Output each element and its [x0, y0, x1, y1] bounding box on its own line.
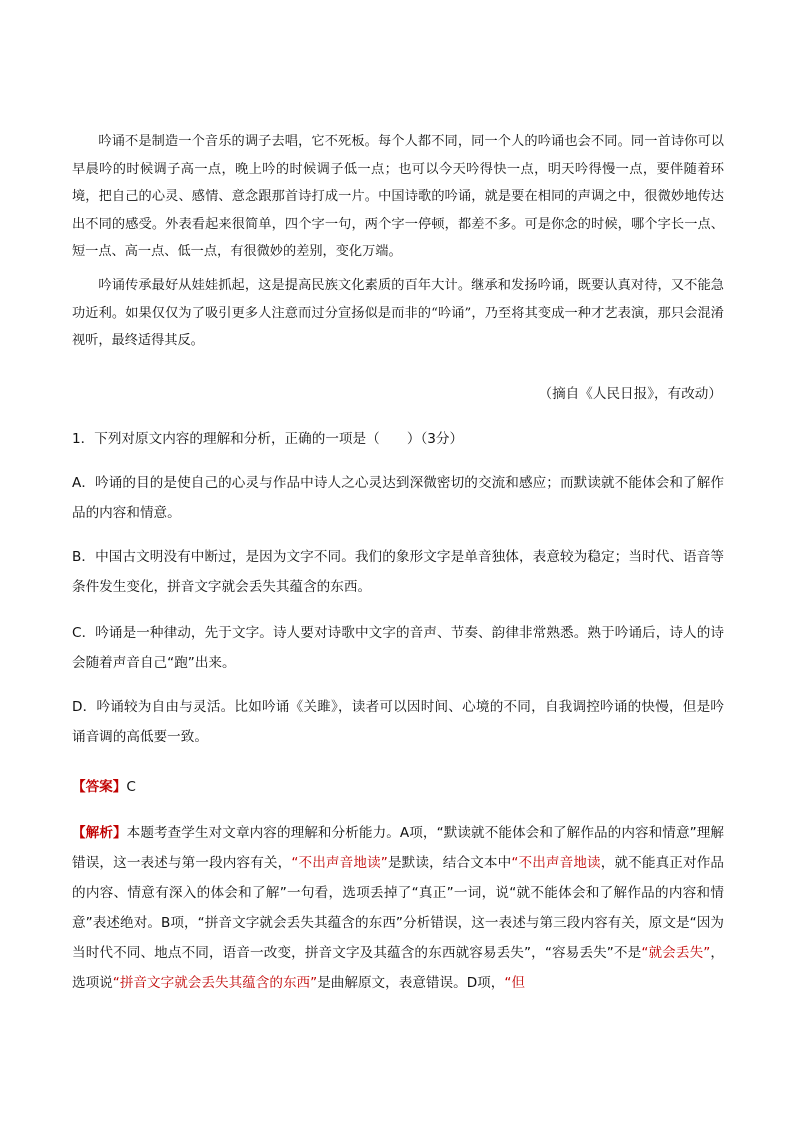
answer-value: C: [126, 779, 136, 795]
analysis-text-4: ，选项说: [72, 945, 725, 991]
source-citation: （摘自《人民日报》，有改动）: [538, 386, 722, 402]
analysis-quote-5: “但: [504, 975, 526, 991]
answer-tag: 【答案】: [72, 779, 127, 795]
option-d: D．吟诵较为自由与灵活。比如吟诵《关雎》，读者可以因时间、心境的不同，自我调控吟诵的快慢，但是吟诵音调的高低要一致。: [72, 699, 724, 745]
option-c: C．吟诵是一种律动，先于文字。诗人要对诗歌中文字的音声、节奏、韵律非常熟悉。熟于吟诵后，诗人的诗会随着声音自己“跑”出来。: [72, 625, 724, 671]
analysis-text-2: 是默读，结合文本中: [387, 855, 512, 871]
analysis-quote-4: “拼音文字就会丢失其蕴含的东西”: [112, 975, 318, 991]
analysis-quote-2: “不出声音地读: [511, 855, 601, 871]
option-a: A．吟诵的目的是使自己的心灵与作品中诗人之心灵达到深微密切的交流和感应；而默读就不能体会和了解作品的内容和情意。: [72, 475, 724, 521]
analysis-quote-3: “就会丢失”: [641, 945, 711, 961]
question-stem: 1．下列对原文内容的理解和分析，正确的一项是（ ）（3分）: [72, 431, 464, 447]
analysis-text-1: 本题考查学生对文章内容的理解和分析能力。A项，“默读就不能体会和了解作品的内容和情意”理解错误，这一表述与第一段内容有关，: [72, 825, 724, 871]
option-b: B．中国古文明没有中断过，是因为文字不同。我们的象形文字是单音独体，表意较为稳定；当时代、语音等条件发生变化，拼音文字就会丢失其蕴含的东西。: [72, 549, 724, 595]
answer-line: [72, 772, 724, 802]
analysis-quote-1: “不出声音地读”: [291, 855, 388, 871]
passage-paragraph-1: 吟诵不是制造一个音乐的调子去唱，它不死板。每个人都不同，同一个人的吟诵也会不同。同一首诗你可以早晨吟的时候调子高一点，晚上吟的时候调子低一点；也可以今天吟得快一点，明天吟得慢一点，要伴随着环境，把自己的心灵、感情、意念跟那首诗打成一片。中国诗歌的吟诵，就是要在相同的声调之中，很微妙地传达出不同的感受。外表看起来很简单，四个字一句，两个字一停顿，都差不多。可是你念的时候，哪个字长一点、短一点、高一点、低一点，有很微妙的差别，变化万端。: [72, 134, 724, 259]
analysis-paragraph: [72, 818, 724, 998]
analysis-text-5: 是曲解原文，表意错误。D项，: [317, 975, 505, 991]
passage-paragraph-2: 吟诵传承最好从娃娃抓起，这是提高民族文化素质的百年大计。继承和发扬吟诵，既要认真对待，又不能急功近利。如果仅仅为了吸引更多人注意而过分宣扬似是而非的“吟诵”，乃至将其变成一种才艺表演，那只会混淆视听，最终适得其反。: [72, 278, 724, 348]
analysis-tag: 【解析】: [72, 825, 127, 841]
analysis-text-3: ，就不能真正对作品的内容、情意有深入的体会和了解”一句看，选项丢掉了“真正”一词，说“就不能体会和了解作品的内容和情意”表述绝对。B项，“拼音文字就会丢失其蕴含的东西”分析错误，这一表述与第三段内容有关，原文是“因为当时代不同、地点不同，语音一改变，拼音文字及其蕴含的东西就容易丢失”，“容易丢失”不是: [72, 855, 725, 961]
